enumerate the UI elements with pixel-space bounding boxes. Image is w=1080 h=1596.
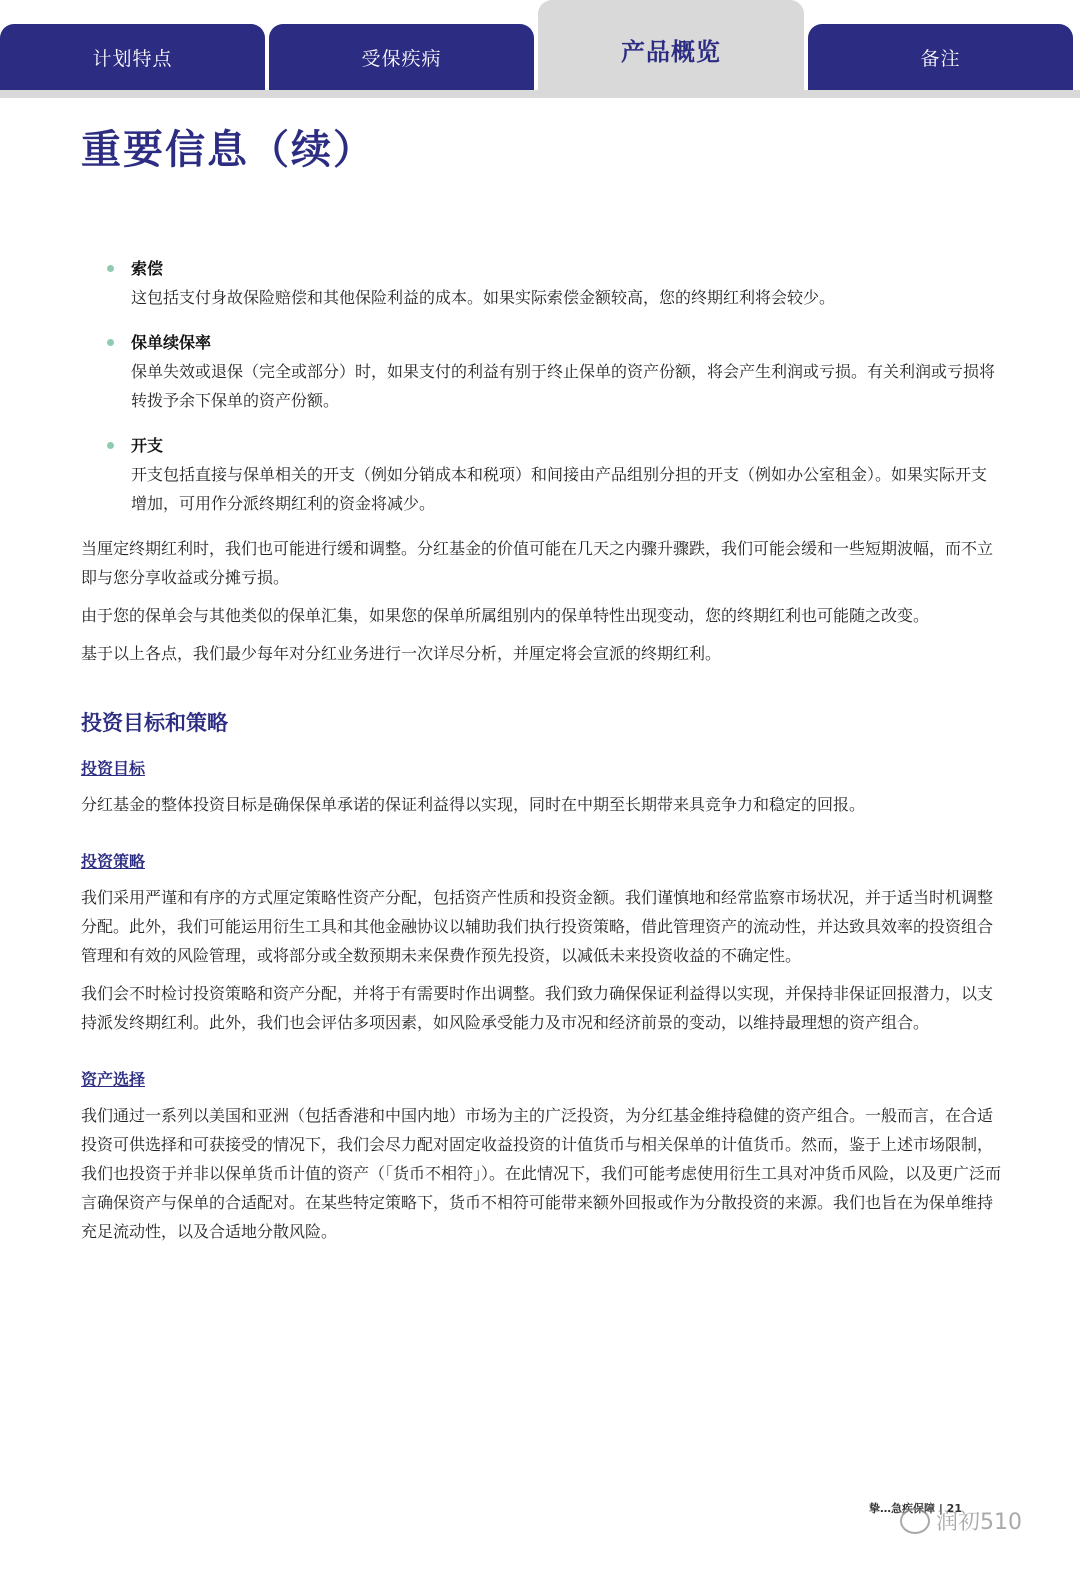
page-footer: 挚…急疾保障 | 21 bbox=[869, 1502, 962, 1515]
paragraph: 基于以上各点，我们最少每年对分红业务进行一次详尽分析，并厘定将会宣派的终期红利。 bbox=[81, 644, 722, 663]
bullet-dot-icon bbox=[107, 265, 114, 272]
subheading-objective: 投资目标 bbox=[81, 759, 146, 778]
tab-bar bbox=[0, 0, 1080, 100]
bullet-title: 开支 bbox=[131, 436, 164, 455]
bullet-body: 保单失效或退保（完全或部分）时，如果支付的利益有别于终止保单的资产份额，将会产生利润或亏损。有关利润或亏损将转拨予余下保单的资产份额。 bbox=[131, 362, 996, 410]
tab-underline bbox=[0, 90, 1080, 98]
tab-remarks[interactable]: 备注 bbox=[808, 24, 1073, 90]
paragraph: 我们采用严谨和有序的方式厘定策略性资产分配，包括资产性质和投资金额。我们谨慎地和经常监察市场状况，并于适当时机调整分配。此外，我们可能运用衍生工具和其他金融协议以辅助我们执行投资策略，借此管理资产的流动性，并达致具效率的投资组合管理和有效的风险管理，或将部分或全数预期未来保费作预先投资，以减低未来投资收益的不确定性。 bbox=[81, 888, 994, 965]
paragraph: 由于您的保单会与其他类似的保单汇集，如果您的保单所属组别内的保单特性出现变动，您的终期红利也可能随之改变。 bbox=[81, 606, 930, 625]
main-content bbox=[81, 120, 1001, 1255]
paragraph: 分红基金的整体投资目标是确保保单承诺的保证利益得以实现，同时在中期至长期带来具竞争力和稳定的回报。 bbox=[81, 795, 866, 814]
list-item bbox=[131, 254, 1001, 312]
bullet-title: 索偿 bbox=[131, 259, 164, 278]
watermark-text: 润初510 bbox=[936, 1510, 1022, 1535]
page-title: 重要信息（续） bbox=[81, 127, 375, 173]
paragraph: 当厘定终期红利时，我们也可能进行缓和调整。分红基金的价值可能在几天之内骤升骤跌，我们可能会缓和一些短期波幅，而不立即与您分享收益或分摊亏损。 bbox=[81, 539, 994, 587]
bullet-dot-icon bbox=[107, 339, 114, 346]
tab-plan-features[interactable]: 计划特点 bbox=[0, 24, 265, 90]
bullet-dot-icon bbox=[107, 442, 114, 449]
tab-covered-illnesses[interactable]: 受保疾病 bbox=[269, 24, 534, 90]
subheading-strategy: 投资策略 bbox=[81, 852, 146, 871]
paragraph: 我们通过一系列以美国和亚洲（包括香港和中国内地）市场为主的广泛投资，为分红基金维持稳健的资产组合。一般而言，在合适投资可供选择和可获接受的情况下，我们会尽力配对固定收益投资的计值货币与相关保单的计值货币。然而，鉴于上述市场限制，我们也投资于并非以保单货币计值的资产（「货币不相符」）。在此情况下，我们可能考虑使用衍生工具对冲货币风险，以及更广泛而言确保资产与保单的合适配对。在某些特定策略下，货币不相符可能带来额外回报或作为分散投资的来源。我们也旨在为保单维持充足流动性，以及合适地分散风险。 bbox=[81, 1106, 1002, 1241]
subheading-asset-selection: 资产选择 bbox=[81, 1070, 146, 1089]
paragraph: 我们会不时检讨投资策略和资产分配，并将于有需要时作出调整。我们致力确保保证利益得以实现，并保持非保证回报潜力，以支持派发终期红利。此外，我们也会评估多项因素，如风险承受能力及市况和经济前景的变动，以维持最理想的资产组合。 bbox=[81, 984, 994, 1032]
section-heading: 投资目标和策略 bbox=[81, 711, 228, 735]
bullet-title: 保单续保率 bbox=[131, 333, 212, 352]
tab-product-overview[interactable]: 产品概览 bbox=[538, 0, 804, 90]
wechat-icon bbox=[900, 1508, 930, 1534]
factor-list bbox=[81, 254, 1001, 518]
watermark bbox=[900, 1505, 1022, 1536]
bullet-body: 这包括支付身故保险赔偿和其他保险利益的成本。如果实际索偿金额较高，您的终期红利将会较少。 bbox=[131, 288, 836, 307]
bullet-body: 开支包括直接与保单相关的开支（例如分销成本和税项）和间接由产品组别分担的开支（例如办公室租金）。如果实际开支增加，可用作分派终期红利的资金将减少。 bbox=[131, 465, 988, 513]
list-item bbox=[131, 431, 1001, 518]
list-item bbox=[131, 328, 1001, 415]
